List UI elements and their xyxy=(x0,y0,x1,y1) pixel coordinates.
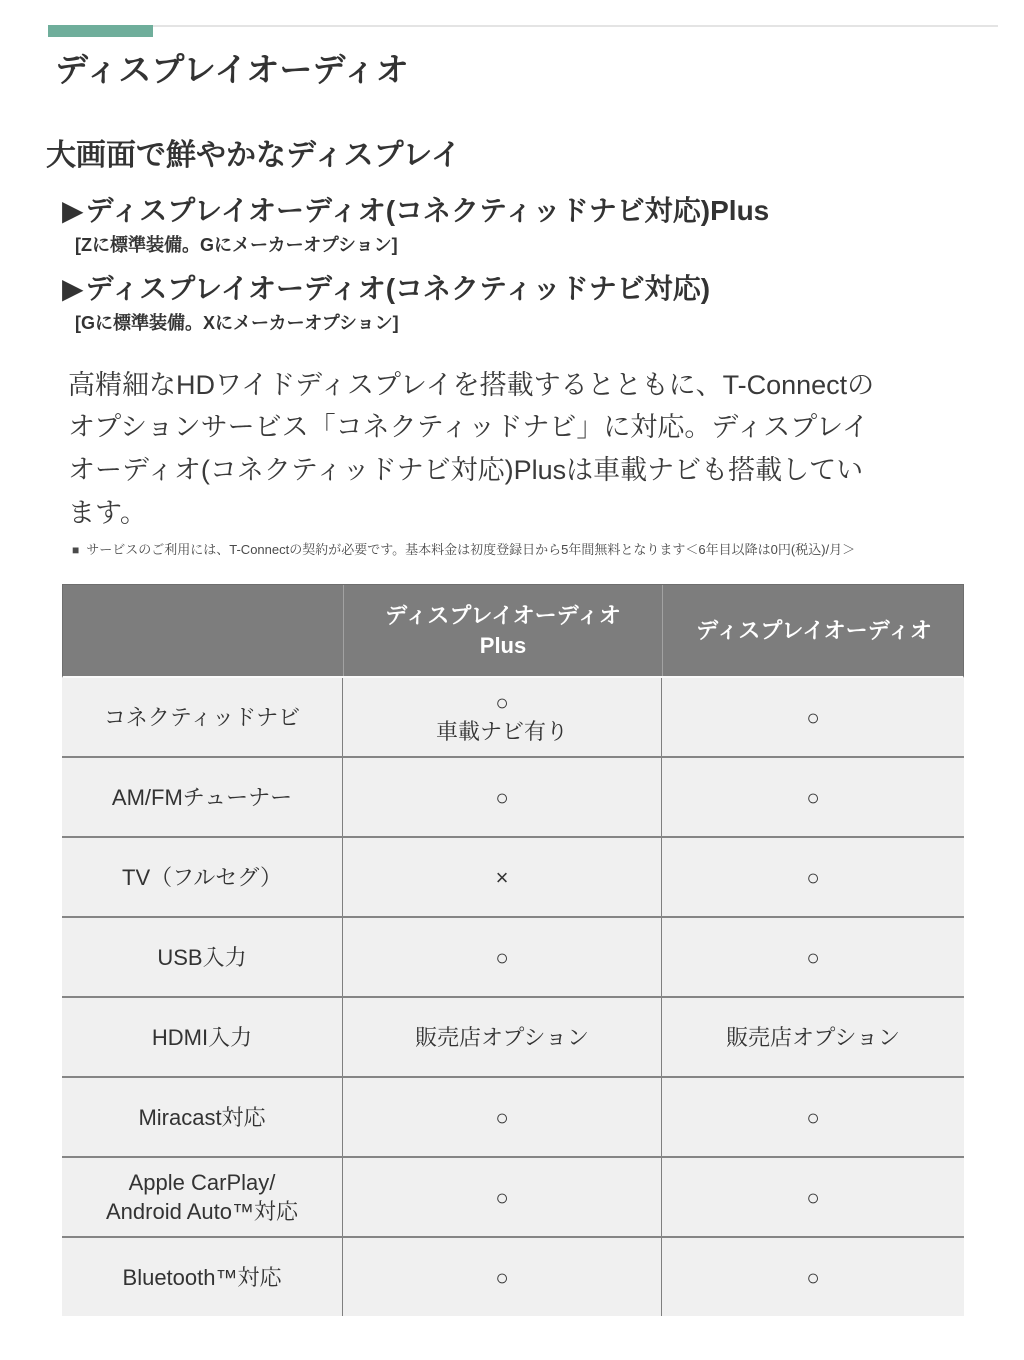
cell-standard: ○ xyxy=(661,838,964,916)
table-row-bluetooth xyxy=(62,1236,964,1316)
cell-plus: ○ xyxy=(342,758,661,836)
row-label xyxy=(62,1158,342,1236)
table-row-am-fm-tuner xyxy=(62,756,964,836)
row-label: Bluetooth™対応 xyxy=(122,1264,282,1290)
description-paragraph xyxy=(68,364,994,536)
row-label: Miracast対応 xyxy=(138,1104,266,1130)
description-line: オプションサービス「コネクティッドナビ」に対応。ディスプレイ xyxy=(68,412,869,443)
feature-item-standard xyxy=(62,271,1024,335)
feature-name-text: ディスプレイオーディオ(コネクティッドナビ対応) xyxy=(85,273,711,305)
description-line: ます。 xyxy=(68,498,147,529)
page xyxy=(0,25,1024,1316)
header-line: ディスプレイオーディオ xyxy=(385,603,621,629)
row-label: HDMI入力 xyxy=(151,1024,253,1050)
table-row-usb-input xyxy=(62,916,964,996)
row-label-line: Apple CarPlay/ xyxy=(128,1169,276,1195)
cell-plus: ○ xyxy=(342,1158,661,1236)
feature-name xyxy=(62,193,1024,228)
description-line: 高精細なHDワイドディスプレイを搭載するとともに、T-Connectの xyxy=(68,369,875,400)
page-title: ディスプレイオーディオ xyxy=(55,51,409,88)
spec-comparison-table xyxy=(62,584,964,1316)
section-divider xyxy=(48,25,998,27)
description-line: オーディオ(コネクティッドナビ対応)Plusは車載ナビも搭載してい xyxy=(68,455,864,486)
feature-name xyxy=(62,271,1024,306)
row-label-line: Android Auto™対応 xyxy=(106,1199,298,1225)
triangle-bullet-icon: ▶ xyxy=(62,194,84,226)
row-label: TV（フルセグ） xyxy=(122,864,282,890)
divider-accent-bar xyxy=(48,25,153,37)
header-cell-display-audio: ディスプレイオーディオ xyxy=(662,585,965,676)
table-row-tv-fullseg xyxy=(62,836,964,916)
cell-plus: ○ xyxy=(342,1238,661,1316)
cell-standard: ○ xyxy=(661,1238,964,1316)
section-heading: 大画面で鮮やかなディスプレイ xyxy=(46,139,461,173)
cell-plus: ○ xyxy=(342,1078,661,1156)
cell-plus: 販売店オプション xyxy=(342,998,661,1076)
header-cell-blank xyxy=(63,585,343,676)
cell-sub-text: 車載ナビ有り xyxy=(435,719,568,745)
cell-standard: 販売店オプション xyxy=(661,998,964,1076)
feature-name-text: ディスプレイオーディオ(コネクティッドナビ対応)Plus xyxy=(85,194,770,226)
feature-availability: [Zに標準装備。Gにメーカーオプション] xyxy=(75,234,398,255)
header-line: Plus xyxy=(479,632,527,658)
cell-standard: ○ xyxy=(661,678,964,756)
circle-mark: ○ xyxy=(495,689,509,715)
cell-plus xyxy=(342,678,661,756)
table-row-carplay-android-auto xyxy=(62,1156,964,1236)
footnote-text: サービスのご利用には、T-Connectの契約が必要です。基本料金は初度登録日から5年間無料となります＜6年目以降は0円(税込)/月＞ xyxy=(86,542,856,558)
row-label: AM/FMチューナー xyxy=(111,784,293,810)
row-label: コネクティッドナビ xyxy=(103,704,301,730)
table-row-miracast xyxy=(62,1076,964,1156)
cell-standard: ○ xyxy=(661,758,964,836)
cell-plus: ○ xyxy=(342,918,661,996)
table-header-row xyxy=(62,584,964,678)
square-bullet-icon: ■ xyxy=(72,543,80,558)
cell-standard: ○ xyxy=(661,918,964,996)
header-cell-display-audio-plus xyxy=(343,585,662,676)
table-row-hdmi-input xyxy=(62,996,964,1076)
triangle-bullet-icon: ▶ xyxy=(62,273,84,305)
footnote xyxy=(72,541,1024,559)
cell-plus: × xyxy=(342,838,661,916)
cell-standard: ○ xyxy=(661,1078,964,1156)
table-row-connected-navi xyxy=(62,678,964,756)
feature-availability: [Gに標準装備。Xにメーカーオプション] xyxy=(75,313,399,334)
cell-standard: ○ xyxy=(661,1158,964,1236)
row-label: USB入力 xyxy=(157,944,247,970)
feature-item-plus xyxy=(62,193,1024,257)
